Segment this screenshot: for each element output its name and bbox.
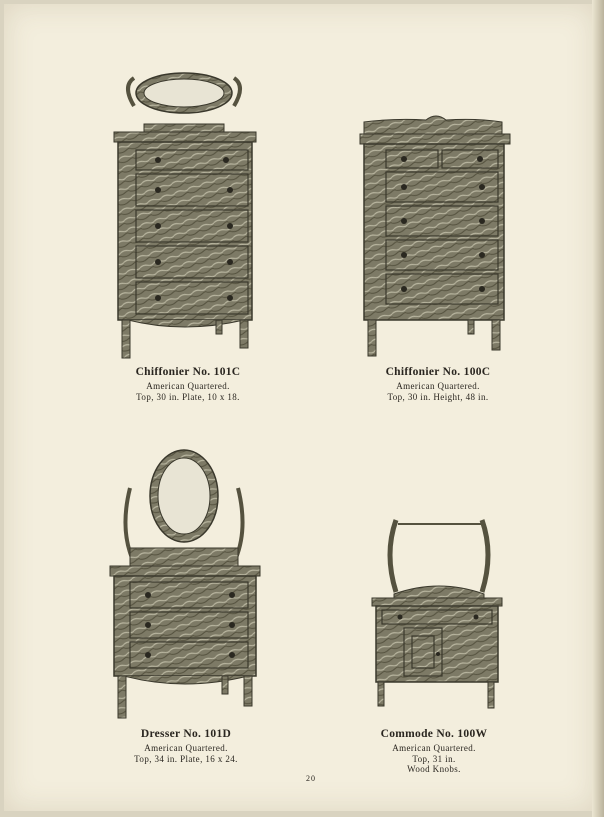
page-number: 20: [306, 774, 316, 783]
commode-100w-caption: [314, 728, 554, 775]
item-spec-line: Top, 31 in.: [412, 753, 456, 764]
item-spec-line: Wood Knobs.: [407, 764, 461, 774]
chiffonier-101c-illustration: [104, 66, 264, 366]
commode-100w-illustration: [364, 514, 504, 714]
item-spec-line: American Quartered.: [392, 743, 476, 753]
dresser-101d-caption: [66, 728, 306, 764]
item-name: Commode No. 100W: [380, 728, 488, 740]
item-name: Chiffonier No. 101C: [135, 366, 241, 378]
binding-edge: [592, 0, 604, 817]
item-spec-line: American Quartered.: [396, 381, 480, 391]
catalog-page: [4, 4, 596, 811]
item-spec-line: Top, 30 in. Height, 48 in.: [387, 391, 489, 402]
item-name: Chiffonier No. 100C: [385, 366, 491, 378]
dresser-101d-illustration: [104, 448, 264, 723]
item-name: Dresser No. 101D: [140, 728, 232, 740]
item-spec-line: American Quartered.: [144, 743, 228, 753]
item-spec-line: American Quartered.: [146, 381, 230, 391]
chiffonier-100c-caption: [318, 366, 558, 402]
chiffonier-101c-caption: [68, 366, 308, 402]
item-spec-line: Top, 34 in. Plate, 16 x 24.: [134, 753, 238, 764]
chiffonier-100c-illustration: [356, 112, 516, 362]
item-spec-line: Top, 30 in. Plate, 10 x 18.: [136, 391, 240, 402]
